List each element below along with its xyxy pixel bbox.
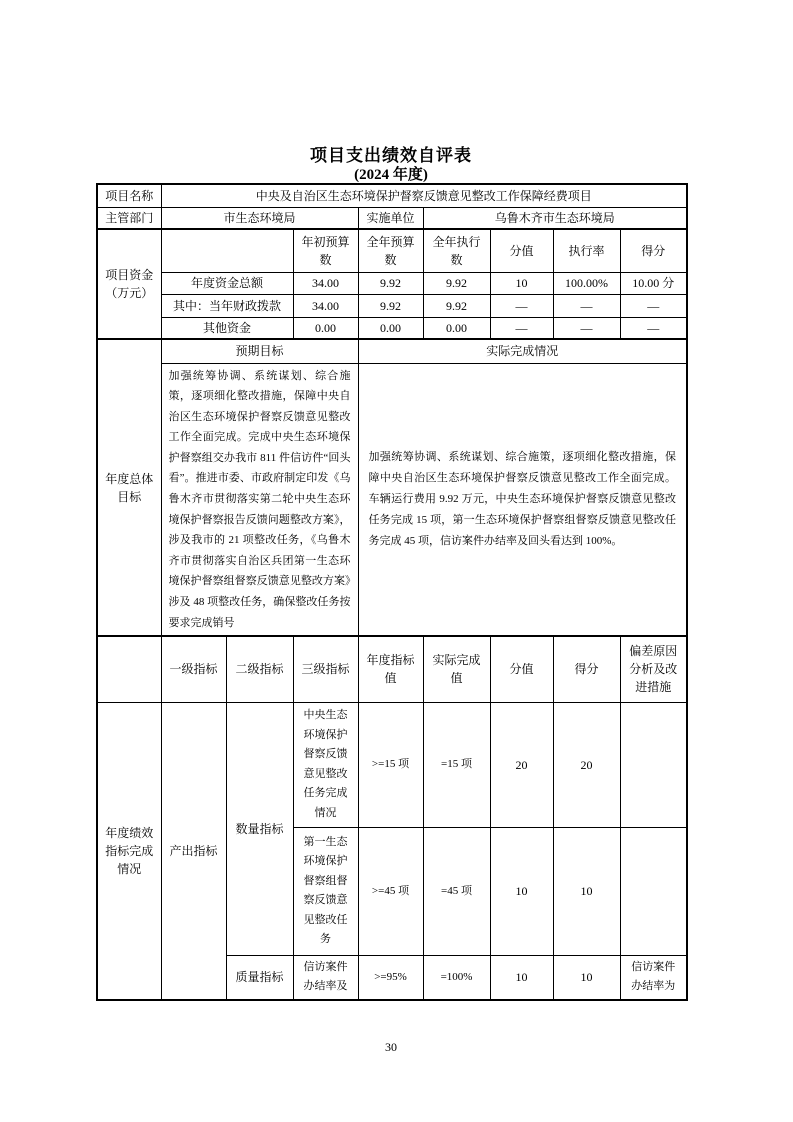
table-row [97, 636, 687, 702]
indicator-score-total: 20 [490, 702, 553, 827]
funds-cell: 9.92 [358, 272, 423, 294]
funds-cell: 34.00 [293, 294, 358, 317]
funds-cell: — [490, 317, 553, 339]
funds-header-score-total: 分值 [490, 229, 553, 272]
table-row [97, 294, 687, 317]
indicator-target: >=95% [358, 955, 423, 1000]
funds-cell: 0.00 [358, 317, 423, 339]
indicators-header-deviation: 偏差原因分析及改进措施 [620, 636, 687, 702]
indicator-level1-output: 产出指标 [161, 702, 226, 1000]
indicators-section-label: 年度绩效指标完成情况 [97, 702, 161, 1000]
funds-cell: 0.00 [423, 317, 490, 339]
funds-cell: 100.00% [553, 272, 620, 294]
table-row [97, 339, 687, 363]
indicator-actual: =100% [423, 955, 490, 1000]
expected-goal-text: 加强统筹协调、系统谋划、综合施策，逐项细化整改措施，保障中央自治区生态环境保护督察反馈意见整改工作全面完成。完成中央生态环境保护督察组交办我市 811 件信访件“回头看”。推进市委、市政府制定印发《乌鲁木齐市贯彻落实第二轮中央生态环境保护督察报告反馈问题整改方案》，涉及我市的 21 项整改任务，《乌鲁木齐市贯彻落实自治区兵团第一生态环境保护督察组督察反馈意见整改方案》涉及 48 项整改任务，确保整改任务按 要求完成销号 [161, 363, 358, 636]
impl-unit-label: 实施单位 [358, 207, 423, 229]
indicators-header-level2: 二级指标 [226, 636, 293, 702]
table-row [97, 702, 687, 827]
funds-row-name: 年度资金总额 [161, 272, 293, 294]
indicator-deviation [620, 827, 687, 955]
impl-unit-value: 乌鲁木齐市生态环境局 [423, 207, 687, 229]
indicator-actual: =15 项 [423, 702, 490, 827]
indicator-score-total: 10 [490, 827, 553, 955]
indicator-deviation [620, 702, 687, 827]
page-number: 30 [385, 1040, 397, 1054]
funds-row-name: 其他资金 [161, 317, 293, 339]
indicator-score: 10 [553, 955, 620, 1000]
table-row [97, 317, 687, 339]
indicators-header-target: 年度指标值 [358, 636, 423, 702]
indicator-target: >=15 项 [358, 702, 423, 827]
indicators-header-actual: 实际完成值 [423, 636, 490, 702]
funds-cell: 34.00 [293, 272, 358, 294]
funds-cell: 0.00 [293, 317, 358, 339]
indicator-level3: 第一生态环境保护督察组督察反馈意见整改任务 [293, 827, 358, 955]
indicators-header-score: 得分 [553, 636, 620, 702]
funds-header-execution-rate: 执行率 [553, 229, 620, 272]
indicators-header-level3: 三级指标 [293, 636, 358, 702]
table-row [97, 363, 687, 636]
indicator-score: 20 [553, 702, 620, 827]
funds-cell: 9.92 [358, 294, 423, 317]
indicators-header-spacer [97, 636, 161, 702]
indicators-header-level1: 一级指标 [161, 636, 226, 702]
indicator-level3: 中央生态环境保护督察反馈意见整改任务完成情况 [293, 702, 358, 827]
indicator-score-total: 10 [490, 955, 553, 1000]
actual-completion-header: 实际完成情况 [358, 339, 687, 363]
indicators-header-score-total: 分值 [490, 636, 553, 702]
table-row [97, 184, 687, 207]
funds-header-annual-execution: 全年执行数 [423, 229, 490, 272]
indicator-level3: 信访案件办结率及 [293, 955, 358, 1000]
project-name-label: 项目名称 [97, 184, 161, 207]
indicator-actual: =45 项 [423, 827, 490, 955]
department-value: 市生态环境局 [161, 207, 358, 229]
funds-cell: — [620, 294, 687, 317]
funds-header-spacer [161, 229, 293, 272]
funds-row-name: 其中：当年财政拨款 [161, 294, 293, 317]
department-label: 主管部门 [97, 207, 161, 229]
indicator-level2-quality: 质量指标 [226, 955, 293, 1000]
table-row [97, 272, 687, 294]
table-row [97, 229, 687, 272]
funds-cell: — [553, 294, 620, 317]
funds-label: 项目资金（万元） [97, 229, 161, 339]
page-subtitle: (2024 年度) [354, 167, 428, 183]
self-evaluation-table [96, 183, 688, 1001]
project-name-value: 中央及自治区生态环境保护督察反馈意见整改工作保障经费项目 [161, 184, 687, 207]
funds-cell: 10.00 分 [620, 272, 687, 294]
actual-completion-text: 加强统筹协调、系统谋划、综合施策，逐项细化整改措施，保障中央自治区生态环境保护督察反馈意见整改工作全面完成。车辆运行费用 9.92 万元，中央生态环境保护督察反馈意见整改任务完成 15 项，第一生态环境保护督察组督察反馈意见整改任务完成 45 项，信访案件办结率及回头看达到 100%。 [358, 363, 687, 636]
indicator-level2-quantity: 数量指标 [226, 702, 293, 955]
funds-cell: 9.92 [423, 294, 490, 317]
funds-cell: — [620, 317, 687, 339]
funds-cell: — [490, 294, 553, 317]
funds-header-annual-budget: 全年预算数 [358, 229, 423, 272]
expected-goal-header: 预期目标 [161, 339, 358, 363]
funds-header-score: 得分 [620, 229, 687, 272]
funds-cell: 10 [490, 272, 553, 294]
indicator-target: >=45 项 [358, 827, 423, 955]
indicator-deviation: 信访案件办结率为 [620, 955, 687, 1000]
annual-goal-label: 年度总体目标 [97, 339, 161, 636]
funds-cell: 9.92 [423, 272, 490, 294]
funds-cell: — [553, 317, 620, 339]
table-row [97, 207, 687, 229]
funds-header-initial-budget: 年初预算数 [293, 229, 358, 272]
indicator-score: 10 [553, 827, 620, 955]
page-title: 项目支出绩效自评表 [310, 146, 472, 165]
